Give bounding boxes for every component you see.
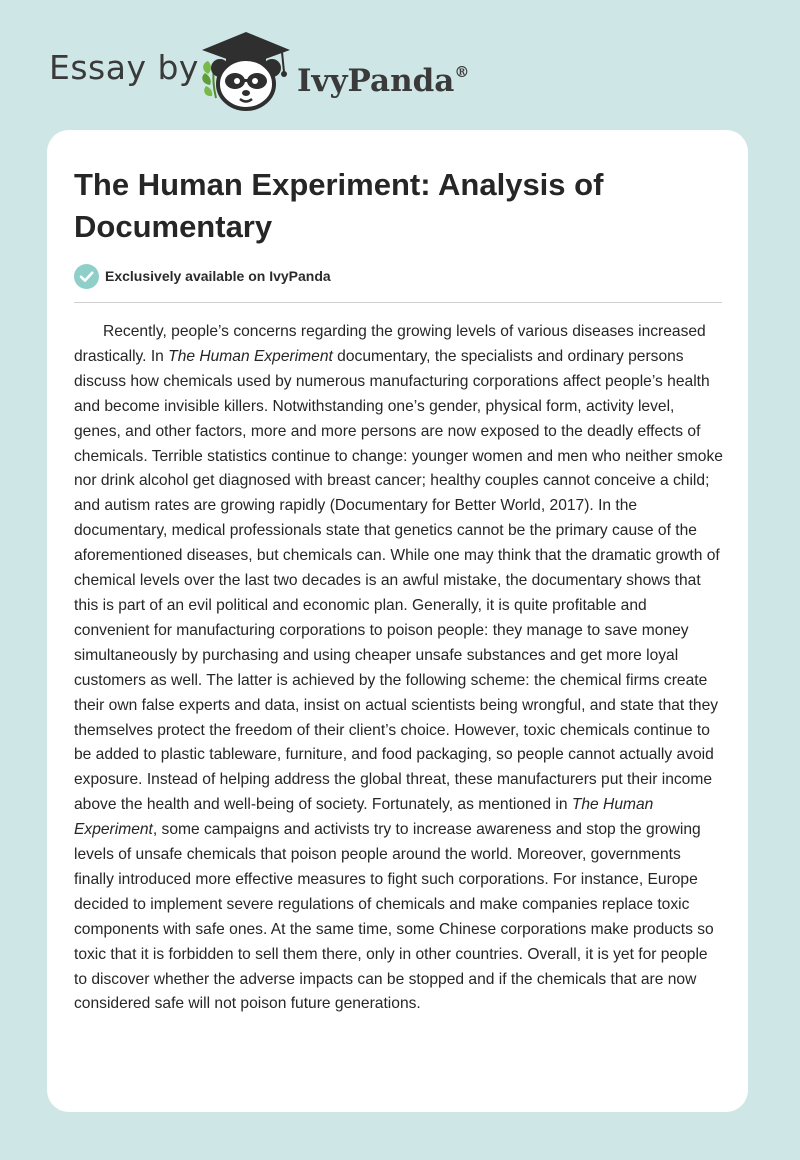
paragraph-text-2: documentary, the specialists and ordinary persons discuss how chemicals used by numerous manufacturing corporations affect people’s health and become invisible killers. Notwithstanding one’s gender, physical form, activity level, genes, and other factors, more and more persons are now exposed to the deadly effects of chemicals. Terrible statistics continue to change: younger women and men who neither smoke nor drink alcohol get diagnosed with breast cancer; healthy couples cannot conceive a child; and autism rates are growing rapidly (Documentary for Better World, 2017). In the documentary, medical professionals state that genetics cannot be the primary cause of the aforementioned diseases, but chemicals can. While one may think that the dramatic growth of chemical levels over the last two decades is an awful mistake, the documentary shows that this is part of an evil political and economic plan. Generally, it is quite profitable and convenient for manufacturing corporations to poison people: they manage to save money simultaneously by purchasing and using cheaper unsafe substances and get more loyal customers as well. The latter is achieved by the following scheme: the chemical firms create their own false experts and data, insist on actual scientists being wrongful, and state that they themselves protect the freedom of their client’s choice. However, toxic chemicals continue to be added to plastic tableware, furniture, and food packaging, so people cannot actually avoid exposure. Instead of helping address the global threat, these manufacturers put their income above the health and well-being of society. Fortunately, as mentioned in (74, 347, 723, 814)
essay-paragraph (74, 320, 724, 1017)
paragraph-text-1: Recently, people’s concerns regarding the growing levels of various diseases increased drastically. In (74, 323, 706, 365)
paragraph-text-3: , some campaigns and activists try to increase awareness and stop the growing levels of unsafe chemicals that poison people around the world. Moreover, governments finally introduced more effective measures to fight such corporations. For instance, Europe decided to implement severe regulations of chemicals and make companies replace toxic components with safe ones. At the same time, some Chinese corporations make products so toxic that it is forbidden to sell them there, only in other countries. Overall, it is yet for people to discover whether the adverse impacts can be stopped and if the chemicals that are now considered safe will not poison future generations. (74, 821, 714, 1013)
panda-logo-icon[interactable] (198, 30, 294, 112)
brand-text: IvyPanda (297, 63, 455, 99)
registered-mark: ® (454, 63, 470, 81)
essay-card (47, 130, 748, 1112)
exclusive-label: Exclusively available on IvyPanda (105, 268, 331, 284)
brand-name[interactable] (297, 52, 469, 101)
film-title: The Human Experiment (74, 796, 654, 839)
essay-by-label: Essay by (49, 48, 199, 87)
check-icon (74, 264, 99, 289)
divider (74, 302, 722, 303)
exclusive-badge (74, 263, 331, 289)
site-header (0, 0, 800, 130)
page-title: The Human Experiment: Analysis of Documentary (74, 167, 604, 244)
film-title: The Human Experiment (168, 347, 333, 365)
